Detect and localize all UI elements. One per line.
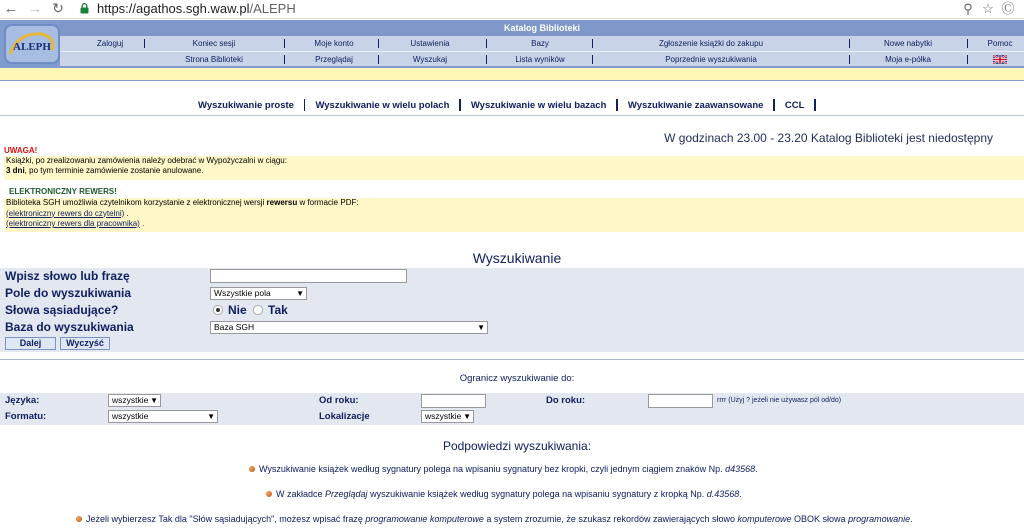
phrase-row — [0, 268, 1024, 285]
nav-wyszukiwanie-zaawansowane[interactable]: Wyszukiwanie zaawansowane — [627, 100, 764, 111]
separator — [592, 55, 593, 64]
reload-icon[interactable]: ↻ — [52, 0, 64, 16]
lock-icon — [80, 3, 89, 14]
separator — [967, 39, 968, 48]
base-row — [0, 319, 1024, 336]
header-title: Katalog Biblioteki — [60, 20, 1024, 36]
language-label: Języka: — [5, 395, 40, 406]
uwaga-line1: Książki, po zrealizowaniu zamówienia należy odebrać w Wypożyczalni w ciągu: — [6, 156, 287, 165]
forward-icon[interactable]: → — [27, 0, 43, 17]
bullet-icon — [249, 466, 255, 472]
dropdown-arrow-icon: ▼ — [296, 289, 304, 298]
search-type-nav — [0, 97, 1024, 115]
separator — [486, 55, 487, 64]
form-divider — [0, 359, 1024, 360]
adjacent-yes-radio[interactable] — [253, 305, 263, 315]
dropdown-arrow-icon: ▼ — [463, 412, 471, 421]
rewers-czytelnia-link[interactable]: (elektroniczny rewers do czytelni) — [6, 208, 125, 218]
separator — [459, 99, 461, 111]
separator — [592, 39, 593, 48]
limits-title: Ogranicz wyszukiwanie do: — [459, 373, 575, 384]
rewers-pracownik-link[interactable]: (elektroniczny rewers dla pracownika) — [6, 219, 140, 228]
hint-3-italic-3: programowanie — [848, 514, 911, 524]
uwaga-days: 3 dni — [6, 166, 25, 175]
format-select-value: wszystkie — [112, 411, 149, 421]
search-form-title: Wyszukiwanie — [472, 250, 562, 266]
phrase-input[interactable] — [210, 269, 407, 283]
adjacent-label: Słowa sąsiadujące? — [5, 303, 119, 317]
dropdown-arrow-icon: ▼ — [150, 396, 158, 405]
from-year-input[interactable] — [421, 394, 486, 408]
header-yellow-band — [0, 68, 1024, 80]
hints-title: Podpowiedzi wyszukiwania: — [442, 439, 592, 453]
location-select-value: wszystkie — [425, 411, 462, 421]
uwaga-line2-text: , po tym terminie zamówienie zostanie anulowane. — [24, 166, 204, 175]
limits-row-1 — [0, 393, 1024, 409]
separator — [849, 39, 850, 48]
separator — [849, 55, 850, 64]
separator — [486, 39, 487, 48]
hint-3-mid: a system zrozumie, że szukasz rekordów zawierających słowo — [483, 514, 738, 524]
language-select-value: wszystkie — [112, 395, 149, 405]
language-select[interactable] — [108, 394, 161, 407]
separator — [616, 99, 618, 111]
back-icon[interactable]: ← — [3, 0, 19, 17]
adjacent-yes-label: Tak — [268, 303, 288, 317]
menu-poprzednie-wyszukiwania[interactable]: Poprzednie wyszukiwania — [665, 55, 757, 64]
link-suffix: . — [124, 208, 129, 218]
menu-zgloszenie[interactable]: Zgłoszenie książki do zakupu — [658, 39, 764, 48]
uwaga-title: UWAGA! — [4, 146, 38, 155]
menu-ustawienia[interactable]: Ustawienia — [410, 39, 450, 48]
adjacent-no-label: Nie — [228, 303, 247, 317]
field-label: Pole do wyszukiwania — [5, 286, 132, 300]
menu-moje-konto[interactable]: Moje konto — [314, 39, 354, 48]
header-divider — [0, 80, 1024, 81]
english-flag-icon[interactable] — [993, 55, 1007, 64]
extension-icon[interactable]: Ⓒ — [1001, 1, 1015, 16]
menu-wyszukaj[interactable]: Wyszukaj — [412, 55, 448, 64]
rewers-line1-text: Biblioteka SGH umożliwia czytelnikom korzystanie z elektronicznej wersji — [6, 198, 267, 207]
rewers-line1-end: w formacie PDF: — [297, 198, 359, 207]
from-year-label: Od roku: — [319, 395, 359, 406]
wyczysc-button[interactable]: Wyczyść — [60, 337, 110, 350]
header-menu-row2 — [60, 51, 1024, 66]
nav-ccl[interactable]: CCL — [784, 100, 805, 111]
field-select[interactable] — [210, 287, 307, 300]
to-year-input[interactable] — [648, 394, 713, 408]
header-menu-row1 — [60, 36, 1024, 51]
limits-row-2 — [0, 409, 1024, 425]
nav-divider — [0, 115, 1024, 116]
hint-2-italic: Przeglądaj — [325, 489, 368, 499]
zoom-icon[interactable]: ⚲ — [963, 1, 973, 16]
hint-1-end: . — [755, 464, 758, 474]
dropdown-arrow-icon: ▼ — [477, 323, 485, 332]
hint-3-italic-2: komputerowe — [737, 514, 792, 524]
menu-moja-e-polka[interactable]: Moja e-półka — [885, 55, 931, 64]
separator — [378, 55, 379, 64]
hint-1 — [249, 464, 758, 474]
year-note: rrrr (Użyj ? jeżeli nie używasz pól od/do) — [717, 397, 842, 404]
field-row — [0, 285, 1024, 302]
star-icon[interactable]: ☆ — [982, 1, 994, 16]
nav-wyszukiwanie-wiele-baz[interactable]: Wyszukiwanie w wielu bazach — [470, 100, 607, 111]
rewers-title: ELEKTRONICZNY REWERS! — [9, 187, 117, 196]
browser-toolbar — [0, 0, 1024, 19]
base-select-value: Baza SGH — [214, 322, 255, 332]
location-select[interactable] — [421, 410, 474, 423]
nav-wyszukiwanie-proste[interactable]: Wyszukiwanie proste — [198, 100, 294, 111]
hint-1-example: d43568 — [725, 464, 756, 474]
bullet-icon — [266, 491, 272, 497]
bullet-icon — [76, 516, 82, 522]
menu-pomoc[interactable]: Pomoc — [987, 39, 1013, 48]
aleph-logo[interactable] — [4, 24, 60, 64]
to-year-label: Do roku: — [546, 395, 586, 406]
separator — [144, 39, 145, 48]
base-select[interactable] — [210, 321, 488, 334]
rewers-line1 — [6, 198, 1024, 209]
hint-2-example: d.43568 — [706, 489, 740, 499]
phrase-label: Wpisz słowo lub frazę — [5, 269, 130, 283]
separator — [284, 55, 285, 64]
separator — [304, 99, 306, 111]
hint-2 — [266, 489, 742, 499]
hint-3-mid-2: OBOK słowa — [791, 514, 849, 524]
location-label: Lokalizacje — [319, 411, 370, 422]
rewers-message — [4, 198, 1024, 232]
adjacent-no-radio[interactable] — [213, 305, 223, 315]
hint-3-italic-1: programowanie komputerowe — [365, 514, 484, 524]
dalej-button[interactable]: Dalej — [5, 337, 56, 350]
separator — [378, 39, 379, 48]
menu-nowe-nabytki[interactable]: Nowe nabytki — [883, 39, 933, 48]
availability-notice: W godzinach 23.00 - 23.20 Katalog Biblioteki jest niedostępny — [664, 131, 993, 145]
separator — [814, 99, 816, 111]
separator — [967, 55, 968, 64]
format-label: Formatu: — [5, 411, 47, 422]
form-buttons-row — [0, 336, 1024, 352]
menu-bazy[interactable]: Bazy — [531, 39, 549, 48]
separator — [773, 99, 775, 111]
menu-przegladaj[interactable]: Przeglądaj — [315, 55, 353, 64]
hint-3 — [76, 514, 913, 524]
adjacent-row — [0, 302, 1024, 319]
menu-koniec-sesji[interactable]: Koniec sesji — [192, 39, 236, 48]
hint-2-end: . — [739, 489, 742, 499]
hint-1-text: Wyszukiwanie książek według sygnatury polega na wpisaniu sygnatury bez kropki, czyli jednym ciągiem znaków Np. — [259, 464, 726, 474]
url-path: /ALEPH — [249, 1, 296, 16]
hint-2-text: wyszukiwanie książek według sygnatury polega na wpisaniu sygnatury z kropką Np. — [367, 489, 707, 499]
hint-2-pre: W zakładce — [276, 489, 326, 499]
hint-3-pre: Jeżeli wybierzesz Tak dla "Słów sąsiadujących", możesz wpisać frazę — [86, 514, 366, 524]
url-host: https://agathos.sgh.waw.pl — [97, 1, 250, 16]
base-label: Baza do wyszukiwania — [5, 320, 134, 334]
logo-text: ALEPH — [13, 41, 51, 53]
address-bar[interactable] — [97, 1, 296, 17]
menu-strona-biblioteki[interactable]: Strona Biblioteki — [185, 55, 243, 64]
separator — [284, 39, 285, 48]
format-select[interactable] — [108, 410, 218, 423]
uwaga-line2 — [6, 166, 1024, 176]
dropdown-arrow-icon: ▼ — [207, 412, 215, 421]
link-suffix: . — [139, 219, 145, 228]
field-select-value: Wszystkie pola — [214, 288, 271, 298]
hint-3-end: . — [910, 514, 913, 524]
menu-lista-wynikow[interactable]: Lista wyników — [515, 55, 565, 64]
nav-wyszukiwanie-wiele-pol[interactable]: Wyszukiwanie w wielu polach — [315, 100, 450, 111]
rewers-bold-word: rewersu — [266, 198, 298, 207]
menu-zaloguj[interactable]: Zaloguj — [96, 39, 124, 48]
uwaga-message — [4, 156, 1024, 180]
